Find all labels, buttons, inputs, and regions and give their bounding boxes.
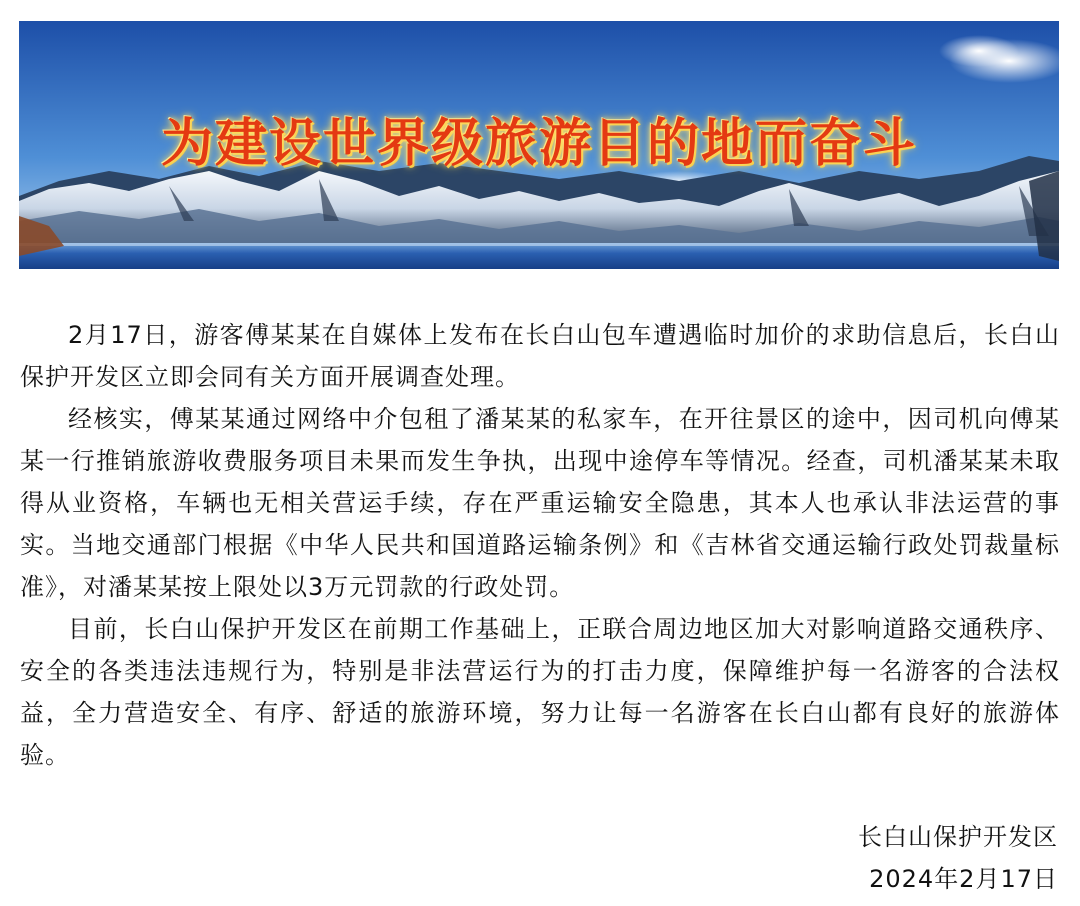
signature-organization: 长白山保护开发区 [858, 823, 1058, 851]
banner-title: 为建设世界级旅游目的地而奋斗 [160, 114, 917, 174]
header-banner [19, 21, 1059, 269]
signature-date: 2024年2月17日 [869, 865, 1058, 893]
article-body [20, 314, 1060, 776]
signature-block [858, 816, 1058, 900]
paragraph: 经核实，傅某某通过网络中介包租了潘某某的私家车，在开往景区的途中，因司机向傅某某一行推销旅游收费服务项目未果而发生争执，出现中途停车等情况。经查，司机潘某某未取得从业资格，车辆也无相关营运手续，存在严重运输安全隐患，其本人也承认非法运营的事实。当地交通部门根据《中华人民共和国道路运输条例》和《吉林省交通运输行政处罚裁量标准》，对潘某某按上限处以3万元罚款的行政处罚。 [20, 405, 1060, 601]
paragraph: 2月17日，游客傅某某在自媒体上发布在长白山包车遭遇临时加价的求助信息后，长白山保护开发区立即会同有关方面开展调查处理。 [20, 321, 1060, 391]
paragraph: 目前，长白山保护开发区在前期工作基础上，正联合周边地区加大对影响道路交通秩序、安全的各类违法违规行为，特别是非法营运行为的打击力度，保障维护每一名游客的合法权益，全力营造安全、有序、舒适的旅游环境，努力让每一名游客在长白山都有良好的旅游体验。 [20, 615, 1060, 769]
